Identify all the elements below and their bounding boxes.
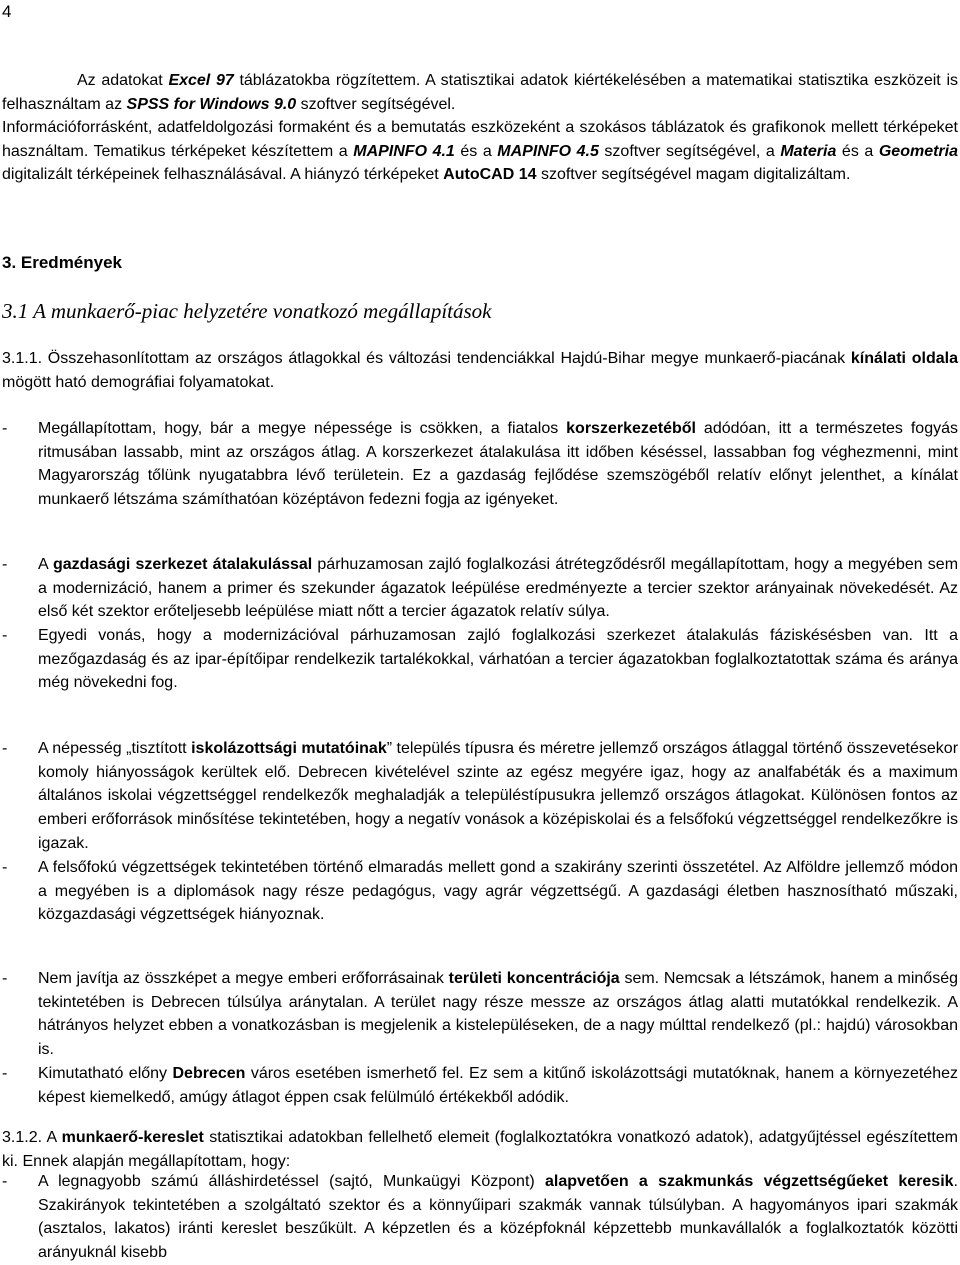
section-heading-results: 3. Eredmények bbox=[2, 253, 123, 272]
text-run: szoftver segítségével. bbox=[296, 95, 456, 113]
page-number: 4 bbox=[2, 2, 12, 21]
text-run: Nem javítja az összképet a megye emberi erőforrásainak bbox=[38, 970, 449, 987]
paragraph-3-1-2-text bbox=[2, 1126, 958, 1173]
text-run: A felsőfokú végzettségek tekintetében történő elmaradás mellett gond a szakirány szerinti összetétel. Az Alföldre jellemző módon a megyében is a diplomások nagy része pedagógus, vagy agrár végzettségű. A gazdasági életben hasznosítható műszaki, közgazdasági végzettségek hiányoznak. bbox=[38, 859, 958, 924]
intro-paragraph-1-text bbox=[2, 69, 958, 116]
bullet-dash: - bbox=[2, 1065, 8, 1082]
bullet-dash: - bbox=[2, 627, 8, 644]
text-run: és a bbox=[836, 142, 879, 160]
text-run: ” település típusra és méretre jellemző országos átlaggal történő összevetésekor komoly hiányosságok kerültek elő. Debrecen kivételével szinte az egész megyére igaz, hogy az analfabéták és a maximum általános iskolai végzettséggel rendelkezők meghaladják a településtípusukra jellemző országos átlagokat. Különösen fontos az emberi erőforrások minősítése tekintetében, hogy a negatív vonások a középiskolai és a felsőfokú végzettséggel rendelkezőkre is igazak. bbox=[38, 740, 959, 852]
text-run: Megállapítottam, hogy, bár a megye népessége is csökken, a fiatalos bbox=[38, 420, 567, 437]
text-run: szoftver segítségével magam digitalizáltam. bbox=[536, 166, 851, 184]
emphasized-text: SPSS for Windows 9.0 bbox=[126, 95, 297, 113]
bullet-dash: - bbox=[2, 970, 8, 987]
list-item-text bbox=[38, 624, 958, 695]
emphasized-text: területi koncentrációja bbox=[448, 970, 620, 987]
list-item-text bbox=[38, 1062, 958, 1109]
bullet-dash: - bbox=[2, 859, 8, 876]
bullet-dash: - bbox=[2, 420, 8, 437]
text-run: Az adatokat bbox=[77, 72, 169, 89]
list-item bbox=[2, 737, 958, 856]
list-item bbox=[2, 856, 958, 927]
list-item bbox=[2, 417, 958, 512]
list-item bbox=[2, 1170, 958, 1265]
emphasized-text: Geometria bbox=[878, 142, 958, 160]
text-run: szoftver segítségével, a bbox=[598, 142, 781, 160]
text-run: A legnagyobb számú álláshirdetéssel (sajtó, Munkaügyi Központ) bbox=[38, 1173, 546, 1190]
text-run: adódóan, itt a természetes fogyás ritmusában lassabb, mint az országos átlag. A korszerkezet átalakulása itt időben késéssel, lassabban fog véghezmenni, mint Magyarország tőlünk nyugatabbra lévő területein. Ez a gazdaság fejlődése szemszögéből relatív előnyt jelenthet, a kínálat munkaerő létszáma számíthatóan középtávon fedezni fogja az igényeket. bbox=[38, 420, 959, 509]
list-item bbox=[2, 1062, 958, 1109]
text-run: város esetében ismerhető fel. Ez sem a kitűnő iskolázottsági mutatóknak, hanem a környezetéhez képest kiemelkedő, amúgy átlagot éppen csak felülmúló értékekből adódik. bbox=[38, 1065, 959, 1106]
emphasized-text: alapvetően a szakmunkás végzettségűeket keresik bbox=[545, 1173, 954, 1190]
paragraph-3-1-2 bbox=[2, 1126, 958, 1173]
text-run: . Szakirányok tekintetében a szolgáltató szektor és a könnyűipari szakmák vannak túlsúlyban. A hagyományos ipari szakmák (asztalos, lakatos) iránti kereslet beszűkült. A képzetlen és a középfoknál képzettebb munkavállalók a foglalkoztatók közötti arányuknál kisebb bbox=[38, 1173, 958, 1262]
text-run: digitalizált térképeinek felhasználásával. A hiányzó térképeket bbox=[2, 166, 444, 184]
list-item-text bbox=[38, 856, 958, 927]
text-run: Kimutatható előny bbox=[38, 1065, 173, 1082]
bullet-dash: - bbox=[2, 556, 8, 573]
list-item-text bbox=[38, 967, 958, 1062]
text-run: 3.1.2. A bbox=[2, 1129, 62, 1146]
text-run: Egyedi vonás, hogy a modernizációval párhuzamosan zajló foglalkozási szerkezet átalakulás fáziskésésben van. Itt a mezőgazdaság és az ipar-építőipar rendelkezik tartalékokkal, várhatóan a tercier ágazatokban foglalkoztatottak száma és aránya még növekedni fog. bbox=[38, 627, 958, 692]
intro-paragraph-1 bbox=[2, 69, 958, 116]
list-item bbox=[2, 553, 958, 624]
bullet-dash: - bbox=[2, 1173, 8, 1190]
emphasized-text: korszerkezetéből bbox=[566, 420, 696, 437]
list-item-text bbox=[38, 417, 958, 512]
text-run: táblázatokba rögzítettem. A statisztikai adatok kiértékelésében a matematikai statisztika eszközeit is felhasználtam az bbox=[2, 72, 959, 113]
text-run: 3.1.1. Összehasonlítottam az országos átlagokkal és változási tendenciákkal Hajdú-Bihar megye munkaerő-piacának bbox=[2, 350, 851, 367]
text-run: A népesség „tisztított bbox=[38, 740, 192, 757]
emphasized-text: munkaerő-kereslet bbox=[61, 1129, 204, 1146]
emphasized-text: gazdasági szerkezet átalakulással bbox=[52, 556, 313, 573]
emphasized-text: MAPINFO 4.1 bbox=[353, 142, 455, 160]
list-item-text bbox=[38, 737, 958, 856]
emphasized-text: MAPINFO 4.5 bbox=[497, 142, 599, 160]
paragraph-3-1-1 bbox=[2, 347, 958, 394]
emphasized-text: Debrecen bbox=[172, 1065, 246, 1082]
list-item bbox=[2, 967, 958, 1062]
emphasized-text: Excel 97 bbox=[168, 72, 234, 89]
emphasized-text: Materia bbox=[780, 142, 837, 160]
text-run: A bbox=[38, 556, 53, 573]
bullet-dash: - bbox=[2, 740, 8, 757]
list-item-text bbox=[38, 553, 958, 624]
paragraph-3-1-1-text bbox=[2, 347, 958, 394]
text-run: párhuzamosan zajló foglalkozási átrétegződésről megállapítottam, hogy a megyében sem a modernizáció, hanem a primer és szekunder ágazatok leépülése eredményezte a tercier szektor arányainak növekedését. Az első két szektor erőteljesebb leépülése miatt nőtt a tercier ágazatok relatív súlya. bbox=[38, 556, 959, 621]
emphasized-text: kínálati oldala bbox=[850, 350, 959, 367]
subsection-heading-3-1: 3.1 A munkaerő-piac helyzetére vonatkozó megállapítások bbox=[2, 299, 492, 323]
emphasized-text: iskolázottsági mutatóinak bbox=[191, 740, 387, 757]
intro-paragraph-2 bbox=[2, 116, 958, 187]
emphasized-text: AutoCAD 14 bbox=[443, 166, 537, 184]
text-run: sem. Nemcsak a létszámok, hanem a minőség tekintetében is Debrecen túlsúlya aránytalan. A terület nagy része messze az országos átlag alatti mutatókkal rendelkezik. A hátrányos helyzet ebben a vonatkozásban is megjelenik a kistelepüléseken, de a nagy múlttal rendelkező (pl.: hajdú) városokban is. bbox=[38, 970, 958, 1059]
text-run: és a bbox=[454, 142, 498, 160]
text-run: statisztikai adatokban fellelhető elemeit (foglalkoztatókra vonatkozó adatok), adatgyűjtéssel egészítettem ki. Ennek alapján megállapítottam, hogy: bbox=[2, 1129, 958, 1170]
intro-paragraph-2-text bbox=[2, 116, 958, 187]
text-run: mögött ható demográfiai folyamatokat. bbox=[2, 373, 275, 391]
text-run: Információforrásként, adatfeldolgozási formaként és a bemutatás eszközeként a szokásos táblázatok és grafikonok mellett térképeket használtam. Tematikus térképeket készítettem a bbox=[2, 119, 958, 160]
list-item bbox=[2, 624, 958, 695]
list-item-text bbox=[38, 1170, 958, 1265]
